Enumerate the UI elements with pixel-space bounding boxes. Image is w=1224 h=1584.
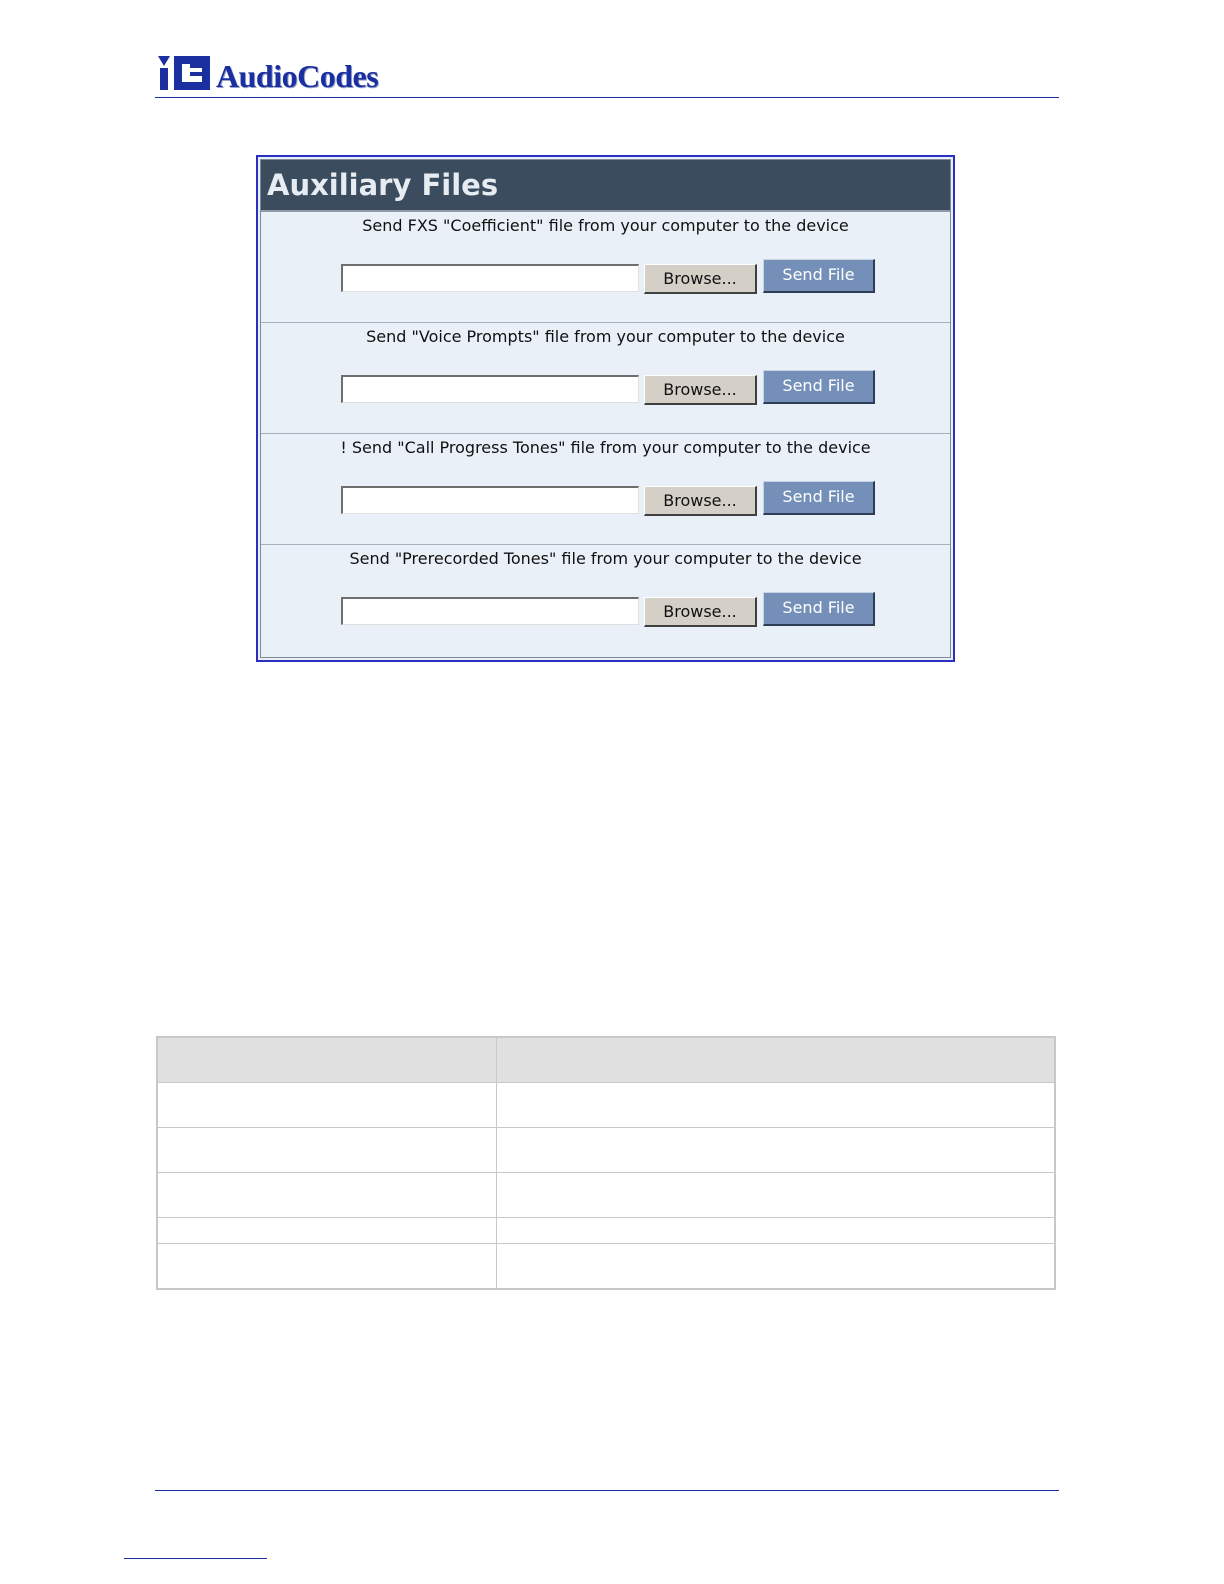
call-progress-tones-browse-button[interactable]: Browse... bbox=[644, 486, 757, 516]
coefficient-send-file-button[interactable]: Send File bbox=[763, 259, 875, 293]
section-label: ! Send "Call Progress Tones" file from your computer to the device bbox=[340, 438, 871, 457]
table-cell bbox=[157, 1083, 496, 1128]
audiocodes-logo-mark-icon bbox=[156, 54, 212, 92]
coefficient-file-section bbox=[261, 212, 950, 323]
table-cell bbox=[157, 1128, 496, 1173]
header-rule bbox=[155, 97, 1059, 98]
table-cell bbox=[496, 1128, 1055, 1173]
coefficient-file-input[interactable] bbox=[341, 264, 639, 292]
call-progress-tones-file-input[interactable] bbox=[341, 486, 639, 514]
parameters-table bbox=[156, 1036, 1056, 1290]
table-cell bbox=[157, 1173, 496, 1218]
call-progress-tones-file-section bbox=[261, 434, 950, 545]
voice-prompts-file-section bbox=[261, 323, 950, 434]
voice-prompts-file-input[interactable] bbox=[341, 375, 639, 403]
prerecorded-tones-file-section bbox=[261, 545, 950, 656]
coefficient-browse-button[interactable]: Browse... bbox=[644, 264, 757, 294]
auxiliary-files-panel bbox=[256, 155, 955, 662]
call-progress-tones-send-file-button[interactable]: Send File bbox=[763, 481, 875, 515]
table-cell bbox=[496, 1218, 1055, 1244]
panel-title: Auxiliary Files bbox=[261, 160, 950, 212]
section-label: Send "Prerecorded Tones" file from your computer to the device bbox=[349, 549, 862, 568]
prerecorded-tones-file-input[interactable] bbox=[341, 597, 639, 625]
table-header-cell bbox=[157, 1037, 496, 1083]
table-cell bbox=[496, 1083, 1055, 1128]
table-cell bbox=[157, 1244, 496, 1289]
table-row bbox=[157, 1218, 1055, 1244]
table-header-cell bbox=[496, 1037, 1055, 1083]
voice-prompts-send-file-button[interactable]: Send File bbox=[763, 370, 875, 404]
section-label: Send "Voice Prompts" file from your computer to the device bbox=[366, 327, 845, 346]
table-row bbox=[157, 1128, 1055, 1173]
table-row bbox=[157, 1244, 1055, 1289]
voice-prompts-browse-button[interactable]: Browse... bbox=[644, 375, 757, 405]
prerecorded-tones-browse-button[interactable]: Browse... bbox=[644, 597, 757, 627]
audiocodes-logo bbox=[156, 52, 378, 92]
panel-frame bbox=[260, 159, 951, 658]
table-cell bbox=[157, 1218, 496, 1244]
table-cell bbox=[496, 1173, 1055, 1218]
section-label: Send FXS "Coefficient" file from your computer to the device bbox=[362, 216, 849, 235]
table-header-row bbox=[157, 1037, 1055, 1083]
logo-wordmark: AudioCodes bbox=[216, 58, 379, 94]
table-row bbox=[157, 1173, 1055, 1218]
footer-rule bbox=[155, 1490, 1059, 1491]
table-row bbox=[157, 1083, 1055, 1128]
table-cell bbox=[496, 1244, 1055, 1289]
prerecorded-tones-send-file-button[interactable]: Send File bbox=[763, 592, 875, 626]
footnote-rule bbox=[124, 1558, 267, 1559]
